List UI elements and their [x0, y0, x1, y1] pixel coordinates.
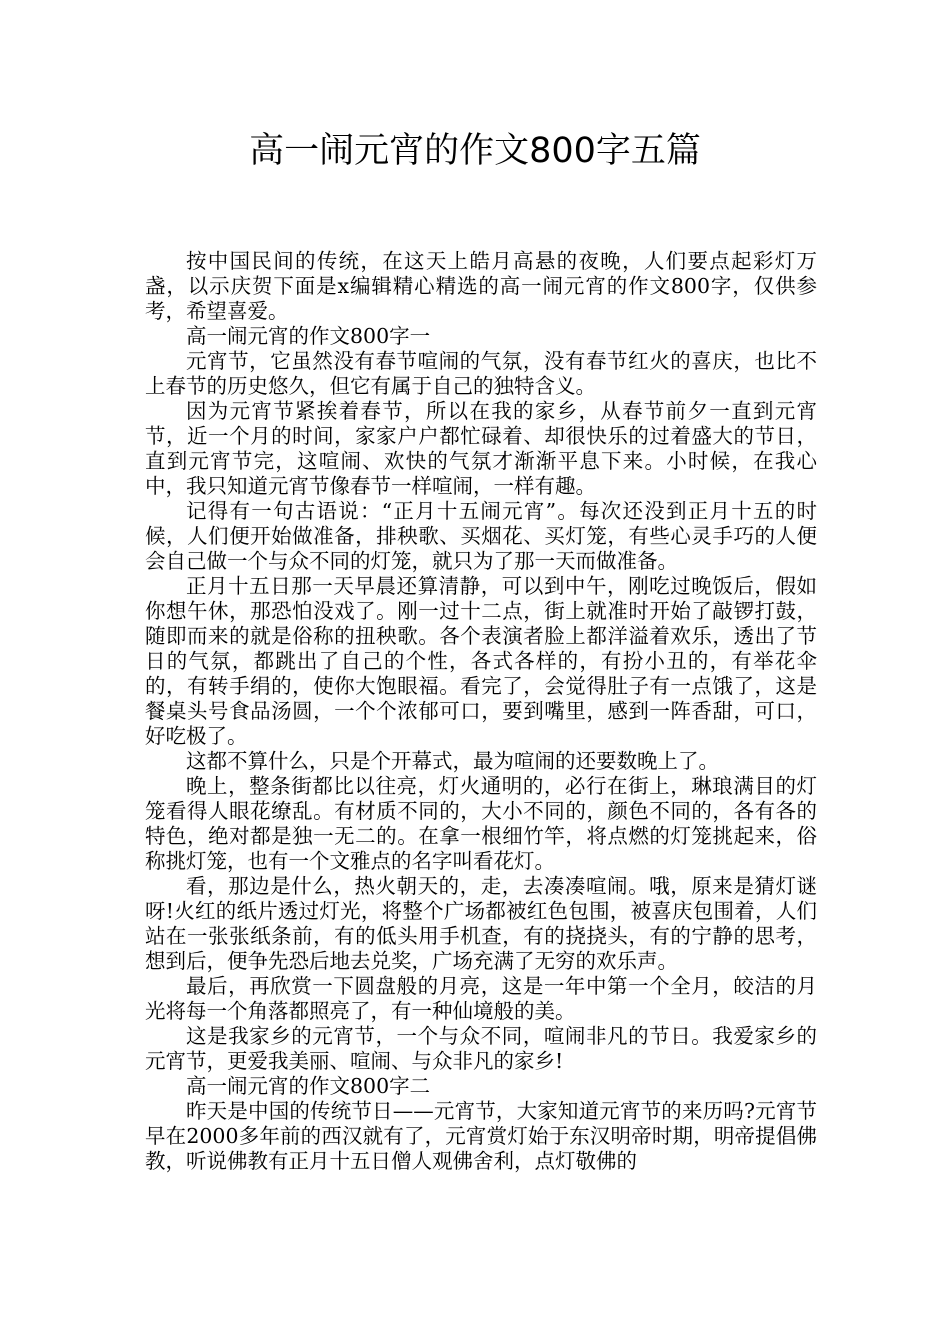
- paragraph: 元宵节，它虽然没有春节喧闹的气氛，没有春节红火的喜庆，也比不上春节的历史悠久，但它有属于自己的独特含义。: [145, 349, 817, 398]
- paragraph: 正月十五日那一天早晨还算清静，可以到中午，刚吃过晚饭后，假如你想午休，那恐怕没戏了。刚一过十二点，街上就准时开始了敲锣打鼓，随即而来的就是俗称的扭秧歌。各个表演者脸上都洋溢着欢乐，透出了节日的气氛，都跳出了自己的个性，各式各样的，有扮小丑的，有举花伞的，有转手绢的，使你大饱眼福。看完了，会觉得肚子有一点饿了，这是餐桌头号食品汤圆，一个个浓郁可口，要到嘴里，感到一阵香甜，可口，好吃极了。: [145, 574, 817, 748]
- paragraph: 因为元宵节紧挨着春节，所以在我的家乡，从春节前夕一直到元宵节，近一个月的时间，家家户户都忙碌着、却很快乐的过着盛大的节日，直到元宵节完，这喧闹、欢快的气氛才渐渐平息下来。小时候，在我心中，我只知道元宵节像春节一样喧闹，一样有趣。: [145, 399, 817, 498]
- paragraph: 这是我家乡的元宵节，一个与众不同，喧闹非凡的节日。我爱家乡的元宵节，更爱我美丽、喧闹、与众非凡的家乡!: [145, 1024, 817, 1073]
- paragraph: 看，那边是什么，热火朝天的，走，去凑凑喧闹。哦，原来是猜灯谜呀!火红的纸片透过灯光，将整个广场都被红色包围，被喜庆包围着，人们站在一张张纸条前，有的低头用手机查，有的挠挠头，有的宁静的思考，想到后，便争先恐后地去兑奖，广场充满了无穷的欢乐声。: [145, 874, 817, 973]
- paragraph: 晚上，整条街都比以往亮，灯火通明的，必行在街上，琳琅满目的灯笼看得人眼花缭乱。有材质不同的，大小不同的，颜色不同的，各有各的特色，绝对都是独一无二的。在拿一根细竹竿，将点燃的灯笼挑起来，俗称挑灯笼，也有一个文雅点的名字叫看花灯。: [145, 774, 817, 873]
- paragraph: 这都不算什么，只是个开幕式，最为喧闹的还要数晚上了。: [186, 749, 719, 773]
- paragraph: 昨天是中国的传统节日——元宵节，大家知道元宵节的来历吗?元宵节早在2000多年前的西汉就有了，元宵赏灯始于东汉明帝时期，明帝提倡佛教，听说佛教有正月十五日僧人观佛舍利，点灯敬佛的: [145, 1099, 817, 1173]
- paragraph: 最后，再欣赏一下圆盘般的月亮，这是一年中第一个全月，皎洁的月光将每一个角落都照亮了，有一种仙境般的美。: [145, 974, 817, 1023]
- page-title: 高一闹元宵的作文800字五篇: [249, 131, 701, 171]
- paragraph: 记得有一句古语说：“正月十五闹元宵”。每次还没到正月十五的时候，人们便开始做准备，排秧歌、买烟花、买灯笼，有些心灵手巧的人便会自己做一个与众不同的灯笼，就只为了那一天而做准备。: [145, 499, 817, 573]
- document-body: [145, 249, 817, 1174]
- paragraph-intro: 按中国民间的传统，在这天上皓月高悬的夜晚，人们要点起彩灯万盏，以示庆贺下面是x编辑精心精选的高一闹元宵的作文800字，仅供参考，希望喜爱。: [145, 249, 817, 323]
- section-heading-essay-one: 高一闹元宵的作文800字一: [186, 324, 431, 348]
- section-heading-essay-two: 高一闹元宵的作文800字二: [186, 1074, 431, 1098]
